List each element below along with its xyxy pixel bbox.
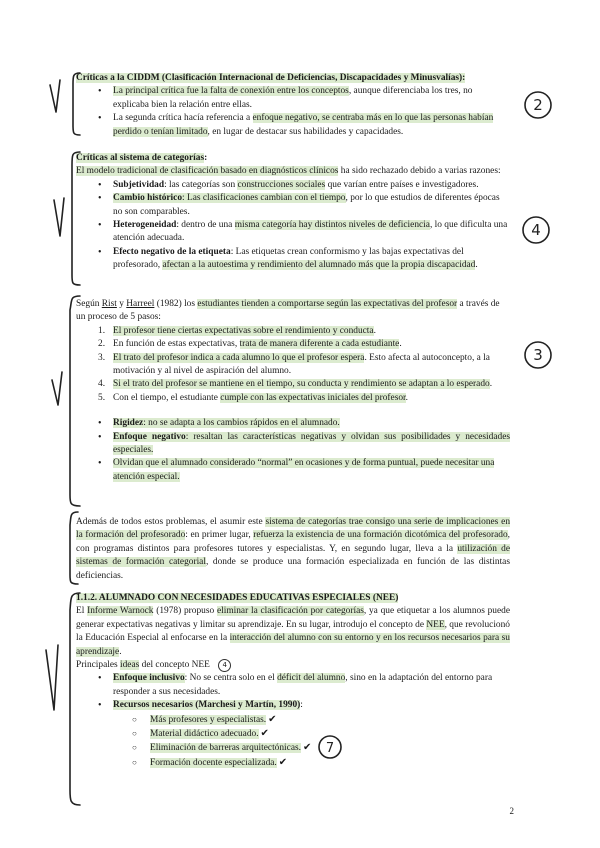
list-item: • Subjetividad: las categorías son construcciones sociales que varían entre países e investigadores. <box>76 179 510 192</box>
check-mark <box>50 80 60 112</box>
list-item: • Rigidez: no se adapta a los cambios rápidos en el alumnado. <box>76 417 510 430</box>
ciddm-criticism-title: Críticas a la CIDDM (Clasificación Internacional de Deficiencias, Discapacidades y Minusvalías): <box>76 73 466 83</box>
expectations-intro: Según Rist y Harreel (1982) los estudiantes tienden a comportarse según las expectativas del profesor a través de un proceso de 5 pasos: <box>76 299 500 323</box>
list-item: • Recursos necesarios (Marchesi y Martín, 1990): <box>76 699 510 712</box>
list-item: ○ Más profesores y especialistas. ✔ <box>76 713 510 727</box>
ciddm-criticism-section <box>76 72 510 139</box>
ciddm-criticism-list <box>76 85 510 139</box>
list-item: ○ Material didáctico adecuado. ✔ <box>76 727 510 741</box>
list-item: ○ Formación docente especializada. ✔ <box>76 756 510 770</box>
check-icon: ✔ <box>302 742 312 754</box>
nee-title: 1.1.2. ALUMNADO CON NECESIDADES EDUCATIVAS ESPECIALES (NEE) <box>76 593 399 603</box>
nee-ideas-heading: Principales ideas del concepto NEE 4 <box>76 659 510 672</box>
nee-ideas-list <box>76 672 510 712</box>
list-item: • Olvidan que el alumnado considerado “normal” en ocasiones y de forma puntual, puede necesitar una atención especial. <box>76 457 510 484</box>
circle-mark <box>523 217 549 243</box>
list-item: • Enfoque negativo: resaltan las características negativas y olvidan sus posibilidades y necesidades especiales. <box>76 431 510 458</box>
check-icon: ✔ <box>278 756 288 768</box>
categories-criticism-title: Críticas al sistema de categorías: <box>76 153 208 163</box>
small-circled-number: 4 <box>218 659 231 672</box>
list-item: 1. El profesor tiene ciertas expectativas sobre el rendimiento y conducta. <box>98 325 376 336</box>
resources-list <box>76 713 510 771</box>
annotation-number: 3 <box>533 346 543 364</box>
circle-mark <box>525 92 551 118</box>
list-item: • Heterogeneidad: dentro de una misma categoría hay distintos niveles de deficiencia, lo que dificulta una atención adecuada. <box>76 219 510 246</box>
categories-criticism-section <box>76 152 510 273</box>
list-item: • La segunda crítica hacía referencia a enfoque negativo, se centraba más en lo que las personas habían perdido o tenían limitado, en lugar de destacar sus habilidades y capacidades. <box>76 112 510 139</box>
check-mark <box>54 198 64 236</box>
implications-paragraph: Además de todos estos problemas, el asumir este sistema de categorías trae consigo una serie de implicaciones en la formación del profesorado: en primer lugar, refuerza la existencia de una formación dicotómica del profesorado, con programas distintos para profesores tutores y especialistas. Y, en segundo lugar, lleva a la utilización de sistemas de formación categorial, donde se produce una formación especializada en función de las distintas deficiencias. <box>76 517 511 581</box>
list-item: 4. Si el trato del profesor se mantiene en el tiempo, su conducta y rendimiento se adaptan a lo esperado. <box>98 379 493 390</box>
check-icon: ✔ <box>260 728 269 740</box>
expectations-steps <box>76 325 510 405</box>
list-item: • Enfoque inclusivo: No se centra solo en el déficit del alumno, sino en la adaptación del entorno para responder a sus necesidades. <box>76 672 510 699</box>
list-item: 2. En función de estas expectativas, trata de manera diferente a cada estudiante. <box>98 339 402 350</box>
nee-section <box>76 592 510 770</box>
check-icon: ✔ <box>268 713 277 725</box>
list-item: • Efecto negativo de la etiqueta: Las etiquetas crean conformismo y las bajas expectativas del profesorado, afectan a la autoestima y rendimiento del alumnado más que la propia discapacidad. <box>76 246 510 273</box>
circle-mark <box>525 342 551 368</box>
list-item: 3. El trato del profesor indica a cada alumno lo que el profesor espera. Esto afecta al autoconcepto, a la motivación y al nivel de aspiración del alumno. <box>98 352 490 377</box>
list-item: • Cambio histórico: Las clasificaciones cambian con el tiempo, por lo que estudios de diferentes épocas no son comparables. <box>76 192 510 219</box>
list-item: ○ Eliminación de barreras arquitectónicas. ✔ <box>76 741 510 755</box>
expectations-bullets <box>76 417 510 484</box>
nee-paragraph: El Informe Warnock (1978) propuso eliminar la clasificación por categorías, ya que etiquetar a los alumnos puede generar expectativas negativas y limitar su aprendizaje. En su lugar, introdujo el concepto de NEE, que revolucionó la Educación Especial al enfocarse en la interacción del alumno con su entorno y en los recursos necesarios para su aprendizaje. <box>76 606 510 657</box>
check-mark <box>52 372 62 405</box>
check-mark <box>46 645 58 710</box>
expectations-section <box>76 298 510 484</box>
categories-criticism-list <box>76 179 510 273</box>
annotation-number: 2 <box>533 96 543 114</box>
categories-intro: El modelo tradicional de clasificación basado en diagnósticos clínicos ha sido rechazado debido a varias razones: <box>76 166 501 177</box>
list-item: • La principal crítica fue la falta de conexión entre los conceptos, aunque diferenciaba los tres, no explicaba bien la relación entre ellas. <box>76 85 510 112</box>
page-number: 2 <box>509 806 514 816</box>
list-item: 5. Con el tiempo, el estudiante cumple con las expectativas iniciales del profesor. <box>98 392 408 403</box>
annotation-number: 4 <box>531 221 541 239</box>
annotation-number: 7 <box>325 741 335 756</box>
